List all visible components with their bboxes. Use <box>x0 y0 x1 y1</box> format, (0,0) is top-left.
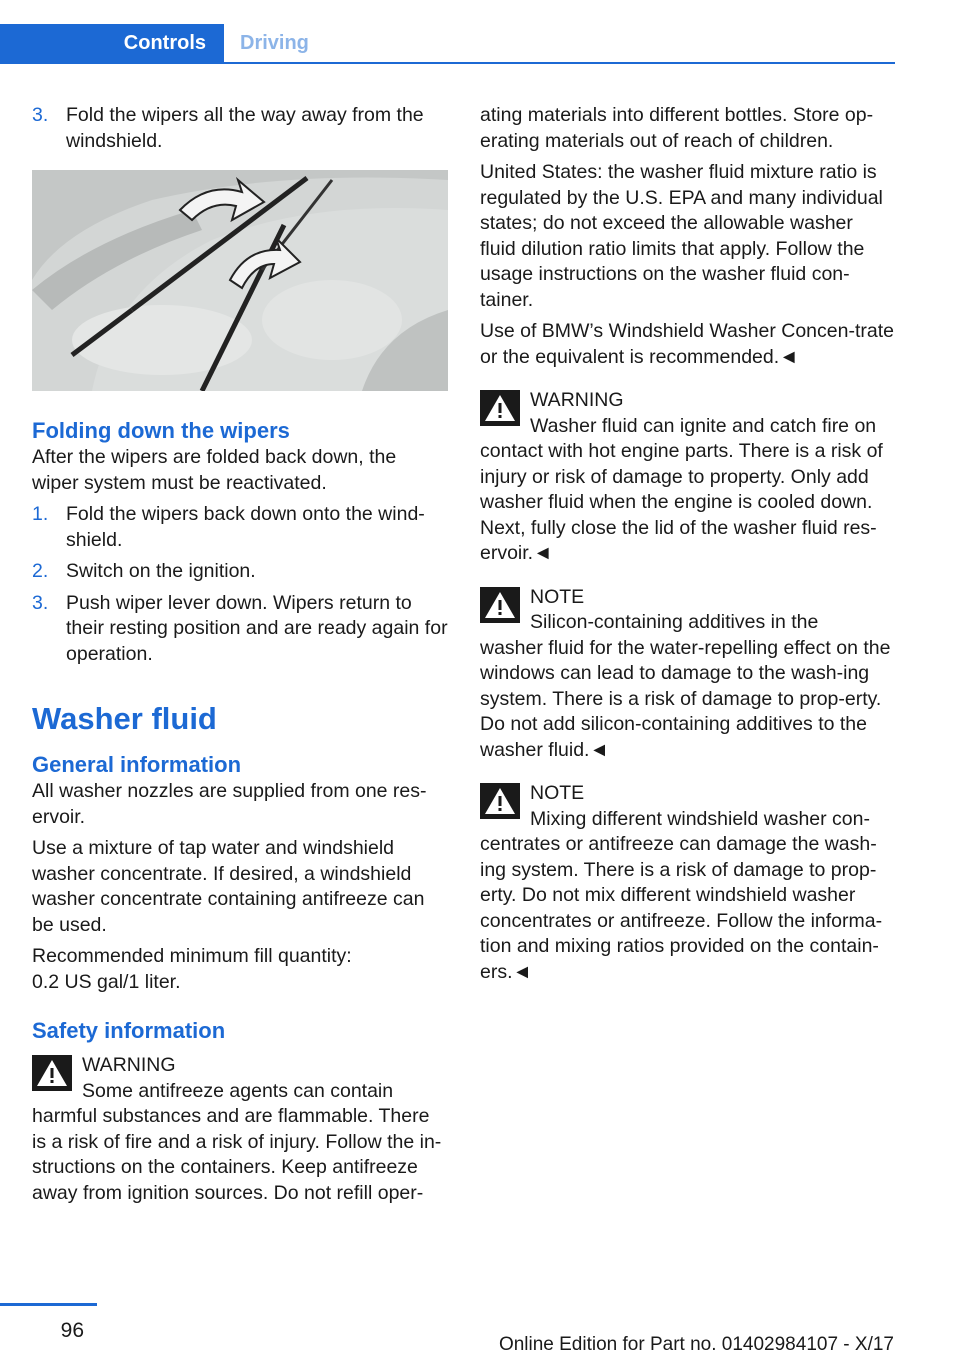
safety-info-heading: Safety information <box>32 1018 226 1043</box>
warning-triangle-icon <box>480 587 520 623</box>
warning-block <box>480 388 894 567</box>
note-first-line: Silicon-containing additives in the <box>530 611 819 633</box>
warning-text: harmful substances and are flammable. There is a risk of fire and a risk of injury. Follow the in‐structions on the containers. Keep antifreeze away from ignition sources. Do not refill oper‐ <box>32 1105 442 1204</box>
list-item <box>32 502 448 553</box>
note-text: washer fluid for the water-repelling effect on the windows can lead to damage to the wash‐ing system. There is a risk of damage to prop‐erty. Do not add silicon-containing additives to the washer fluid.◄ <box>480 636 891 761</box>
tab-controls[interactable]: Controls <box>0 24 224 62</box>
step-number: 2. <box>32 560 49 582</box>
list-item <box>32 591 448 668</box>
fill-quantity <box>32 944 448 995</box>
folding-steps <box>32 502 448 667</box>
warning-title: WARNING <box>530 389 624 411</box>
fill-quantity-value: 0.2 US gal/1 liter. <box>32 970 181 993</box>
note-text: centrates or antifreeze can damage the wash‐ing system. There is a risk of damage to prop‐erty. Do not mix different windshield washer concentrates or antifreeze. Follow the informa‐tion and mixing ratios provided on the contain‐ers.◄ <box>480 833 883 983</box>
list-item <box>32 559 448 585</box>
step-number: 3. <box>32 104 49 126</box>
warning-first-line: Washer fluid can ignite and catch fire on <box>530 414 877 437</box>
fold-away-steps <box>32 103 448 154</box>
note-title: NOTE <box>530 585 585 608</box>
warning-text: contact with hot engine parts. There is a risk of injury or risk of damage to property. Only add washer fluid when the engine is cooled down. Next, fully close the lid of the washer fluid res‐ervoir.◄ <box>480 440 883 564</box>
right-column <box>480 103 894 997</box>
epa-text: United States: the washer fluid mixture ratio is regulated by the U.S. EPA and many individual states; do not exceed the allowable washer fluid dilution ratio limits that apply. Follow the usage instructions on the washer fluid con‐tainer. <box>480 161 883 311</box>
section-tabbar <box>0 24 895 64</box>
warning-block <box>32 1053 448 1206</box>
step-text: Switch on the ignition. <box>66 560 256 582</box>
step-text: Fold the wipers all the way away from the windshield. <box>66 104 424 152</box>
warning-first-line: Some antifreeze agents can contain <box>82 1079 394 1102</box>
fill-quantity-label: Recommended minimum fill quantity: <box>32 945 352 967</box>
general-p2: Use a mixture of tap water and windshield washer concentrate. If desired, a windshield washer concentrate containing antifreeze can be used. <box>32 837 425 936</box>
footer-rule <box>0 1303 97 1306</box>
note-title: NOTE <box>530 782 585 804</box>
warning-triangle-icon <box>480 390 520 426</box>
step-text: Fold the wipers back down onto the wind‐shield. <box>66 503 425 551</box>
left-column <box>32 103 448 1218</box>
wiper-fold-illustration <box>32 170 448 391</box>
general-p1: All washer nozzles are supplied from one res‐ervoir. <box>32 780 427 828</box>
folding-intro: After the wipers are folded back down, the wiper system must be reactivated. <box>32 446 397 494</box>
note-block <box>480 585 894 764</box>
step-text: Push wiper lever down. Wipers return to their resting position and are ready again for operation. <box>66 591 448 665</box>
washer-fluid-title: Washer fluid <box>32 701 217 736</box>
continued-text: ating materials into different bottles. Store op‐erating materials out of reach of children. <box>480 104 874 152</box>
tab-driving[interactable]: Driving <box>240 32 309 54</box>
warning-triangle-icon <box>480 783 520 819</box>
folding-heading: Folding down the wipers <box>32 418 290 443</box>
edition-note: Online Edition for Part no. 01402984107 - X/17 <box>498 1334 894 1355</box>
note-first-line: Mixing different windshield washer con‐ <box>530 807 870 830</box>
warning-triangle-icon <box>32 1055 72 1091</box>
general-info-heading: General information <box>32 752 242 777</box>
recommend-text: Use of BMW’s Windshield Washer Concen‐trate or the equivalent is recommended.◄ <box>480 320 894 368</box>
note-block <box>480 781 894 985</box>
page-number: 96 <box>60 1319 84 1342</box>
list-item <box>32 103 448 154</box>
step-number: 3. <box>32 591 49 614</box>
warning-title: WARNING <box>82 1054 176 1076</box>
step-number: 1. <box>32 503 49 525</box>
